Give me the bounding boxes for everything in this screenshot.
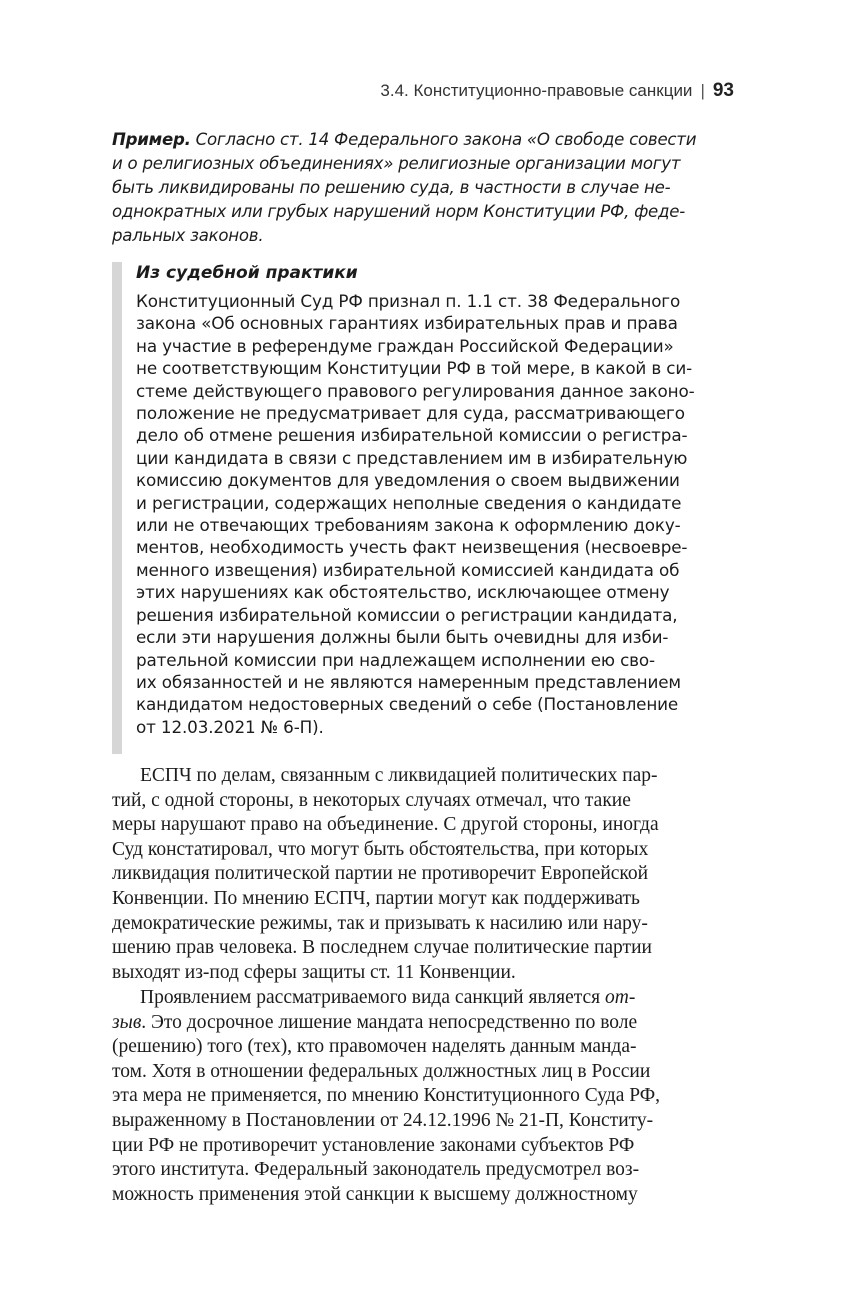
practice-line: ментов, необходимость учесть факт неизвещения (несвоевре- — [136, 537, 688, 558]
practice-line: решения избирательной комиссии о регистрации кандидата, — [136, 604, 678, 625]
court-practice-box — [112, 262, 734, 754]
paragraph-line: меры нарушают право на объединение. С другой стороны, иногда — [112, 814, 659, 836]
practice-line: рательной комиссии при надлежащем исполнении ею сво- — [136, 649, 655, 670]
term-recall: от- — [605, 987, 636, 1008]
practice-line: положение не предусматривает для суда, рассматривающего — [136, 403, 685, 424]
example-line: быть ликвидированы по решению суда, в частности в случае не- — [112, 178, 671, 197]
paragraph-line: ликвидация политической партии не противоречит Европейской — [112, 863, 649, 885]
paragraph-line: ции РФ не противоречит установление законами субъектов РФ — [112, 1134, 635, 1156]
court-practice-title: Из судебной практики — [136, 263, 358, 283]
practice-line: менного извещения) избирательной комиссией кандидата об — [136, 559, 680, 580]
practice-line: кандидатом недостоверных сведений о себе (Постановление — [136, 694, 679, 715]
practice-line: дело об отмене решения избирательной комиссии о регистра- — [136, 425, 688, 446]
example-line: Пример. Согласно ст. 14 Федерального закона «О свободе совести — [112, 130, 697, 149]
paragraph-recall — [112, 986, 734, 1207]
page-number: 93 — [712, 80, 734, 101]
paragraph-line: Суд констатировал, что могут быть обстоятельства, при которых — [112, 838, 649, 860]
example-line: и о религиозных объединениях» религиозные организации могут — [112, 154, 681, 173]
paragraph-line: выходят из-под сферы защиты ст. 11 Конвенции. — [112, 961, 516, 983]
paragraph-line: выраженному в Постановлении от 24.12.1996 № 21-П, Конститу- — [112, 1109, 654, 1131]
practice-line: закона «Об основных гарантиях избирательных прав и права — [136, 313, 678, 334]
example-label: Пример. — [112, 130, 191, 149]
practice-line: комиссию документов для уведомления о своем выдвижении — [136, 470, 680, 491]
court-practice-text — [136, 290, 694, 738]
header-separator: | — [700, 81, 705, 100]
practice-line: Конституционный Суд РФ признал п. 1.1 ст. 38 Федерального — [136, 291, 681, 311]
paragraph-line: шению прав человека. В последнем случае политические партии — [112, 937, 652, 959]
paragraph-echr — [112, 764, 734, 985]
example-block — [112, 128, 734, 248]
practice-line: не соответствующим Конституции РФ в той мере, в какой в си- — [136, 358, 693, 379]
practice-line: если эти нарушения должны были быть очевидны для изби- — [136, 627, 669, 648]
paragraph-line: тий, с одной стороны, в некоторых случаях отмечал, что такие — [112, 789, 631, 811]
example-line: ральных законов. — [112, 226, 264, 245]
paragraph-line: демократические режимы, так и призывать к насилию или нару- — [112, 912, 648, 934]
practice-line: или не отвечающих требованиям закона к оформлению доку- — [136, 515, 681, 536]
example-line: однократных или грубых нарушений норм Конституции РФ, феде- — [112, 202, 685, 221]
paragraph-line: (решению) того (тех), кто правомочен наделять данным манда- — [112, 1036, 637, 1058]
paragraph-line: эта мера не применяется, по мнению Конституционного Суда РФ, — [112, 1085, 661, 1107]
paragraph-line: ЕСПЧ по делам, связанным с ликвидацией политических пар- — [140, 765, 658, 786]
practice-line: их обязанностей и не являются намеренным представлением — [136, 671, 681, 692]
practice-line: этих нарушениях как обстоятельство, исключающее отмену — [136, 582, 670, 603]
sidebar-rule — [112, 262, 122, 754]
paragraph-line: можность применения этой санкции к высшему должностному — [112, 1183, 638, 1205]
paragraph-line: Конвенции. По мнению ЕСПЧ, партии могут как поддерживать — [112, 887, 640, 909]
practice-line: от 12.03.2021 № 6-П). — [136, 716, 324, 737]
practice-line: стеме действующего правового регулирования данное законо- — [136, 380, 695, 401]
paragraph-line: Проявлением рассматриваемого вида санкций является от- — [140, 987, 636, 1008]
paragraph-line: этого института. Федеральный законодатель предусмотрел воз- — [112, 1159, 640, 1181]
paragraph-line: зыв. Это досрочное лишение мандата непосредственно по воле — [112, 1011, 638, 1033]
running-header — [380, 80, 734, 102]
practice-line: ции кандидата в связи с представлением им в избирательную — [136, 447, 688, 468]
practice-line: и регистрации, содержащих неполные сведения о кандидате — [136, 492, 682, 513]
section-title: 3.4. Конституционно-правовые санкции — [380, 81, 693, 100]
term-recall: зыв — [112, 1011, 142, 1033]
paragraph-line: том. Хотя в отношении федеральных должностных лиц в России — [112, 1060, 651, 1082]
practice-line: на участие в референдуме граждан Российской Федерации» — [136, 335, 674, 356]
